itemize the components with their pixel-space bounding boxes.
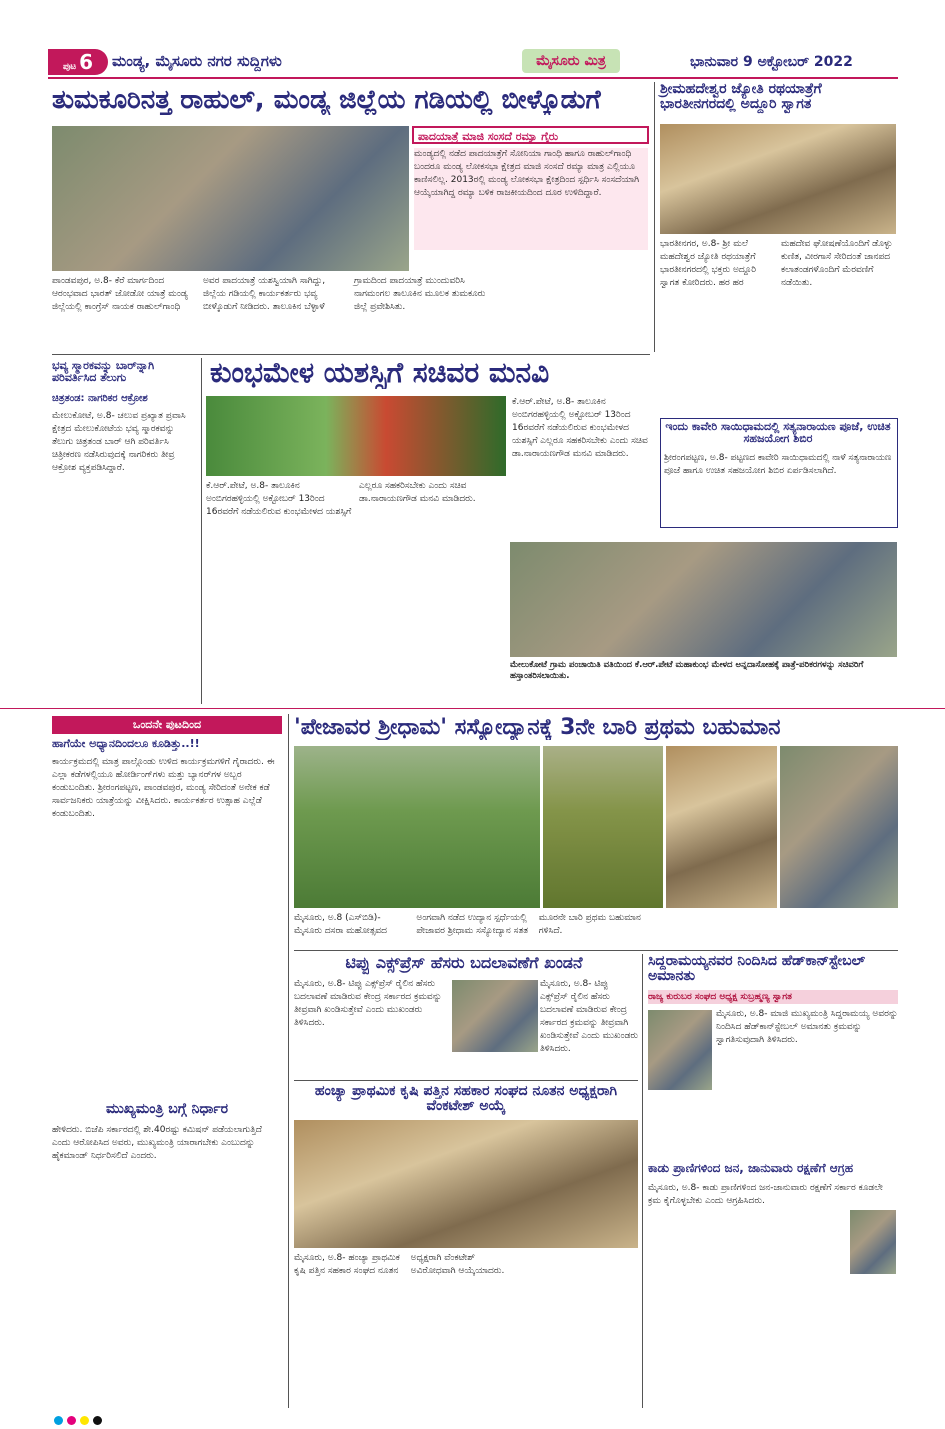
lead-body: ಪಾಂಡವಪುರ, ಅ.8- ಕೆರೆ ಮಾರ್ಗದಿಂದ ಆರಂಭವಾದ ಭಾರತ್ ಜೋಡೋ ಯಾತ್ರೆ ಮಂಡ್ಯ ಜಿಲ್ಲೆಯಲ್ಲಿ ಕಾಂಗ್ರೆಸ್ ನಾಯಕ ರಾಹುಲ್‌ಗಾಂಧಿ ಅವರ ಪಾದಯಾತ್ರೆ ಯಶಸ್ವಿಯಾಗಿ ಸಾಗಿದ್ದು, ಜಿಲ್ಲೆಯ ಗಡಿಯಲ್ಲಿ ಕಾರ್ಯಕರ್ತರು ಭವ್ಯ ಬೀಳ್ಕೊಡುಗೆ ನೀಡಿದರು. ತಾಲೂಕಿನ ಬೆಳ್ಳಾಳೆ ಗ್ರಾಮದಿಂದ ಪಾದಯಾತ್ರೆ ಮುಂದುವರಿಸಿ ನಾಗಮಂಗಲ ತಾಲೂಕಿನ ಮೂಲಕ ತುಮಕೂರು ಜಿಲ್ಲೆ ಪ್ರವೇಶಿಸಿತು. [52,276,486,313]
row-rule [294,1080,638,1081]
page-fold-rule [0,708,945,709]
row-rule [52,354,650,355]
kadu-photo [850,1210,896,1274]
garden-photo-1 [294,746,540,908]
ramya-label: ಪಾದಯಾತ್ರೆ ಮಾಜಿ ಸಂಸದೆ ರಮ್ಯಾ ಗೈರು [412,126,649,144]
kadu-headline: ಕಾಡು ಪ್ರಾಣಿಗಳಿಂದ ಜನ, ಜಾನುವಾರು ರಕ್ಷಣೆಗೆ ಆಗ್ರಹ [648,1161,854,1175]
tippu-body: ಮೈಸೂರು, ಅ.8- ಟಿಪ್ಪು ಎಕ್ಸ್‌ಪ್ರೆಸ್ ರೈಲಿನ ಹೆಸರು ಬದಲಾವಣೆ ಮಾಡಿರುವ ಕೇಂದ್ರ ಸರ್ಕಾರದ ಕ್ರಮವನ್ನು ತೀವ್ರವಾಗಿ ಖಂಡಿಸುತ್ತೇವೆ ಎಂದು ಮುಖಂಡರು ತಿಳಿಸಿದರು. [294,979,442,1029]
tippu-photo [452,980,538,1052]
telugu-headline: ಭವ್ಯ ಸ್ಮಾರಕವನ್ನು ಬಾರ್‌ನ್ನಾಗಿ ಪರಿವರ್ತಿಸಿದ ತೆಲುಗು [52,359,155,385]
award-photo-2 [780,746,898,908]
page-prefix: ಪುಟ [62,62,77,72]
column-rule [288,714,289,1408]
rathayatre-body: ಭಾರತೀನಗರ, ಅ.8- ಶ್ರೀ ಮಲೆ ಮಹದೇಶ್ವರ ಜ್ಯೋತಿ ರಥಯಾತ್ರೆಗೆ ಭಾರತೀನಗರದಲ್ಲಿ ಭಕ್ತರು ಅದ್ದೂರಿ ಸ್ವಾಗತ ಕೋರಿದರು. ಹರ ಹರ ಮಹದೇವ ಘೋಷಣೆಯೊಂದಿಗೆ ಡೊಳ್ಳು ಕುಣಿತ, ವೀರಗಾಸೆ ಸೇರಿದಂತೆ ಜಾನಪದ ಕಲಾತಂಡಗಳೊಂದಿಗೆ ಮೆರವಣಿಗೆ ನಡೆಯಿತು. [660,239,893,289]
cm-headline: ಮುಖ್ಯಮಂತ್ರಿ ಬಗ್ಗೆ ನಿರ್ಧಾರ [106,1101,228,1117]
siddu-photo [648,1010,712,1090]
registration-marks [52,1410,104,1429]
siddu-headline: ಸಿದ್ದರಾಮಯ್ಯನವರ ನಿಂದಿಸಿದ ಹೆಡ್‌ಕಾನ್‌ಸ್ಟೇಬಲ್ ಅಮಾನತು [648,953,866,985]
kumbh-photo [206,396,506,476]
kumbh-body: ಕೆ.ಆರ್.ಪೇಟೆ, ಅ.8- ತಾಲೂಕಿನ ಅಂಬಿಗರಹಳ್ಳಿಯಲ್ಲಿ ಅಕ್ಟೋಬರ್ 13ರಿಂದ 16ರವರೆಗೆ ನಡೆಯಲಿರುವ ಕುಂಭಮೇಳದ ಯಶಸ್ಸಿಗೆ ಎಲ್ಲರೂ ಸಹಕರಿಸಬೇಕು ಎಂದು ಸಚಿವ ಡಾ.ನಾರಾಯಣಗೌಡ ಮನವಿ ಮಾಡಿದರು. [206,481,476,518]
continued-headline: ಹಾಗೆಯೇ ಅಧ್ಯಾನದಿಂದಲೂ ಕೂಡಿತ್ತು..!! [52,737,200,750]
rathayatre-photo [660,124,896,234]
melukote-caption: ಮೇಲುಕೋಟೆ ಗ್ರಾಮ ಪಂಚಾಯಿತಿ ವತಿಯಿಂದ ಕೆ.ಆರ್.ಪೇಟೆ ಮಹಾಕುಂಭ ಮೇಳದ ಅನ್ನದಾಸೋಹಕ್ಕೆ ಪಾತ್ರೆ-ಪರಿಕರಗಳನ್ನು ಸಚಿವರಿಗೆ ಹಸ್ತಾಂತರಿಸಲಾಯಿತು. [510,660,864,682]
kaveri-headline: ಇಂದು ಕಾವೇರಿ ಸಾಯಿಧಾಮದಲ್ಲಿ ಸತ್ಯನಾರಾಯಣ ಪೂಜೆ, ಉಚಿತ ಸಹಜಯೋಗ ಶಿಬಿರ [665,420,891,446]
melukote-photo [510,542,897,657]
siddu-body: ಮೈಸೂರು, ಅ.8- ಮಾಜಿ ಮುಖ್ಯಮಂತ್ರಿ ಸಿದ್ದರಾಮಯ್ಯ ಅವರನ್ನು ನಿಂದಿಸಿದ ಹೆಡ್‌ಕಾನ್‌ಸ್ಟೇಬಲ್ ಅಮಾನತು ಕ್ರಮವನ್ನು ಸ್ವಾಗತಿಸುವುದಾಗಿ ತಿಳಿಸಿದರು. [716,1009,898,1046]
lead-headline: ತುಮಕೂರಿನತ್ತ ರಾಹುಲ್, ಮಂಡ್ಯ ಜಿಲ್ಲೆಯ ಗಡಿಯಲ್ಲಿ ಬೀಳ್ಕೊಡುಗೆ [52,86,601,115]
continued-body: ಕಾರ್ಯಕ್ರಮದಲ್ಲಿ ಮಾತ್ರ ಪಾಲ್ಗೊಂಡು ಉಳಿದ ಕಾರ್ಯಕ್ರಮಗಳಿಗೆ ಗೈರಾದರು. ಈ ಎಲ್ಲಾ ಕಡೆಗಳಲ್ಲಿಯೂ ಹೋರ್ಡಿಂಗ್‌ಗಳು ಮತ್ತು ಬ್ಯಾನರ್‌ಗಳ ಅಬ್ಬರ ಕಂಡುಬಂದಿತು. ಶ್ರೀರಂಗಪಟ್ಟಣ, ಪಾಂಡವಪುರ, ಮಂಡ್ಯ ಸೇರಿದಂತೆ ಅನೇಕ ಕಡೆ ಸಾರ್ವಜನಿಕರು ಯಾತ್ರೆಯನ್ನು ವೀಕ್ಷಿಸಿದರು. ಕಾರ್ಯಕರ್ತರ ಉತ್ಸಾಹ ಎಲ್ಲೆಡೆ ಕಂಡುಬಂದಿತು. [52,757,275,820]
lead-photo [52,126,409,271]
page-number-value: 6 [79,50,94,74]
hanchya-body: ಮೈಸೂರು, ಅ.8- ಹಂಚ್ಯಾ ಪ್ರಾಥಮಿಕ ಕೃಷಿ ಪತ್ತಿನ ಸಹಕಾರ ಸಂಘದ ನೂತನ ಅಧ್ಯಕ್ಷರಾಗಿ ವೆಂಕಟೇಶ್ ಅವಿರೋಧವಾಗಿ ಆಯ್ಕೆಯಾದರು. [294,1253,505,1277]
cm-body: ಹೇಳಿದರು. ಬಿಜೆಪಿ ಸರ್ಕಾರದಲ್ಲಿ ಶೇ.40ರಷ್ಟು ಕಮಿಷನ್ ಪಡೆಯಲಾಗುತ್ತಿದೆ ಎಂದು ಆರೋಪಿಸಿದ ಅವರು, ಮುಖ್ಯಮಂತ್ರಿ ಯಾರಾಗಬೇಕು ಎಂಬುದನ್ನು ಹೈಕಮಾಂಡ್ ನಿರ್ಧರಿಸಲಿದೆ ಎಂದರು. [52,1125,262,1162]
hanchya-headline: ಹಂಚ್ಯಾ ಪ್ರಾಥಮಿಕ ಕೃಷಿ ಪತ್ತಿನ ಸಹಕಾರ ಸಂಘದ ನೂತನ ಅಧ್ಯಕ್ಷರಾಗಿ ವೆಂಕಟೇಶ್ ಅಯ್ಕೆ [314,1083,618,1115]
masthead: ಮೈಸೂರು ಮಿತ್ರ [522,49,620,73]
kaveri-body: ಶ್ರೀರಂಗಪಟ್ಟಣ, ಅ.8- ಪಟ್ಟಣದ ಕಾವೇರಿ ಸಾಯಿಧಾಮದಲ್ಲಿ ನಾಳೆ ಸತ್ಯನಾರಾಯಣ ಪೂಜೆ ಹಾಗೂ ಉಚಿತ ಸಹಜಯೋಗ ಶಿಬಿರ ಏರ್ಪಡಿಸಲಾಗಿದೆ. [664,453,892,477]
kadu-body: ಮೈಸೂರು, ಅ.8- ಕಾಡು ಪ್ರಾಣಿಗಳಿಂದ ಜನ-ಜಾನುವಾರು ರಕ್ಷಣೆಗೆ ಸರ್ಕಾರ ಕೂಡಲೇ ಕ್ರಮ ಕೈಗೊಳ್ಳಬೇಕು ಎಂದು ಆಗ್ರಹಿಸಿದರು. [648,1183,883,1207]
pejawar-body: ಮೈಸೂರು, ಅ.8 (ಎಸ್‌ಬಿಡಿ)- ಮೈಸೂರು ದಸರಾ ಮಹೋತ್ಸವದ ಅಂಗವಾಗಿ ನಡೆದ ಉದ್ಯಾನ ಸ್ಪರ್ಧೆಯಲ್ಲಿ ಪೇಜಾವರ ಶ್ರೀಧಾಮ ಸಸ್ಯೋದ್ಯಾನ ಸತತ ಮೂರನೇ ಬಾರಿ ಪ್ರಥಮ ಬಹುಮಾನ ಗಳಿಸಿದೆ. [294,913,641,937]
section-title: ಮಂಡ್ಯ, ಮೈಸೂರು ನಗರ ಸುದ್ದಿಗಳು [112,52,282,70]
garden-photo-2 [543,746,663,908]
continued-tag: ಒಂದನೇ ಪುಟದಿಂದ [52,716,282,734]
siddu-kicker: ರಾಜ್ಯ ಕುರುಬರ ಸಂಘದ ಅಧ್ಯಕ್ಷ ಸುಬ್ರಹ್ಮಣ್ಯ ಸ್ವಾಗತ [648,990,898,1004]
ramya-body: ಮಂಡ್ಯದಲ್ಲಿ ನಡೆದ ಪಾದಯಾತ್ರೆಗೆ ಸೋನಿಯಾ ಗಾಂಧಿ ಹಾಗೂ ರಾಹುಲ್‌ಗಾಂಧಿ ಬಂದರೂ ಮಂಡ್ಯ ಲೋಕಸಭಾ ಕ್ಷೇತ್ರದ ಮಾಜಿ ಸಂಸದೆ ರಮ್ಯಾ ಮಾತ್ರ ಎಲ್ಲಿಯೂ ಕಾಣಿಸಲಿಲ್ಲ. 2013ರಲ್ಲಿ ಮಂಡ್ಯ ಲೋಕಸಭಾ ಕ್ಷೇತ್ರದಿಂದ ಸ್ಪರ್ಧಿಸಿ ಸಂಸದೆಯಾಗಿ ಆಯ್ಕೆಯಾಗಿದ್ದ ರಮ್ಯಾ ಬಳಿಕ ರಾಜಕೀಯದಿಂದ ದೂರ ಉಳಿದಿದ್ದಾರೆ. [414,148,648,250]
tippu-headline: ಟಿಪ್ಪು ಎಕ್ಸ್‌ಪ್ರೆಸ್ ಹೆಸರು ಬದಲಾವಣೆಗೆ ಖಂಡನೆ [345,953,583,972]
column-rule [642,954,643,1408]
kumbh-body-cont: ಕೆ.ಆರ್.ಪೇಟೆ, ಅ.8- ತಾಲೂಕಿನ ಅಂಬಿಗರಹಳ್ಳಿಯಲ್ಲಿ ಅಕ್ಟೋಬರ್ 13ರಿಂದ 16ರವರೆಗೆ ನಡೆಯಲಿರುವ ಕುಂಭಮೇಳದ ಯಶಸ್ಸಿಗೆ ಎಲ್ಲರೂ ಸಹಕರಿಸಬೇಕು ಎಂದು ಸಚಿವ ಡಾ.ನಾರಾಯಣಗೌಡ ಮನವಿ ಮಾಡಿದರು. [512,397,648,460]
telugu-body: ಮೇಲುಕೋಟೆ, ಅ.8- ಚಲುವ ಪ್ರಖ್ಯಾತ ಪ್ರವಾಸಿ ಕ್ಷೇತ್ರದ ಮೇಲುಕೋಟೆಯ ಭವ್ಯ ಸ್ಮಾರಕವನ್ನು ತೆಲುಗು ಚಿತ್ರತಂಡ ಬಾರ್ ಆಗಿ ಪರಿವರ್ತಿಸಿ ಚಿತ್ರೀಕರಣ ನಡೆಸಿರುವುದಕ್ಕೆ ನಾಗರಿಕರು ತೀವ್ರ ಆಕ್ರೋಶ ವ್ಯಕ್ತಪಡಿಸಿದ್ದಾರೆ. [52,411,186,474]
award-photo-1 [666,746,777,908]
telugu-kicker: ಚಿತ್ರತಂಡ: ನಾಗರಿಕರ ಆಕ್ರೋಶ [52,393,148,404]
page-number [48,49,108,75]
tippu-body-cont: ಮೈಸೂರು, ಅ.8- ಟಿಪ್ಪು ಎಕ್ಸ್‌ಪ್ರೆಸ್ ರೈಲಿನ ಹೆಸರು ಬದಲಾವಣೆ ಮಾಡಿರುವ ಕೇಂದ್ರ ಸರ್ಕಾರದ ಕ್ರಮವನ್ನು ತೀವ್ರವಾಗಿ ಖಂಡಿಸುತ್ತೇವೆ ಎಂದು ಮುಖಂಡರು ತಿಳಿಸಿದರು. [540,979,638,1055]
rathayatre-headline: ಶ್ರೀಮಹದೇಶ್ವರ ಜ್ಯೋತಿ ರಥಯಾತ್ರೆಗೆ ಭಾರತೀನಗರದಲ್ಲಿ ಅದ್ದೂರಿ ಸ್ವಾಗತ [660,81,822,113]
column-rule [201,358,202,704]
hanchya-photo [294,1120,638,1248]
row-rule [294,950,898,951]
pejawar-headline: 'ಪೇಜಾವರ ಶ್ರೀಧಾಮ' ಸಸ್ಯೋದ್ಯಾನಕ್ಕೆ 3ನೇ ಬಾರಿ ಪ್ರಥಮ ಬಹುಮಾನ [294,716,781,740]
column-rule [654,82,655,352]
kumbh-headline: ಕುಂಭಮೇಳ ಯಶಸ್ಸಿಗೆ ಸಚಿವರ ಮನವಿ [210,358,550,389]
issue-date: ಭಾನುವಾರ 9 ಅಕ್ಟೋಬರ್ 2022 [690,54,853,70]
